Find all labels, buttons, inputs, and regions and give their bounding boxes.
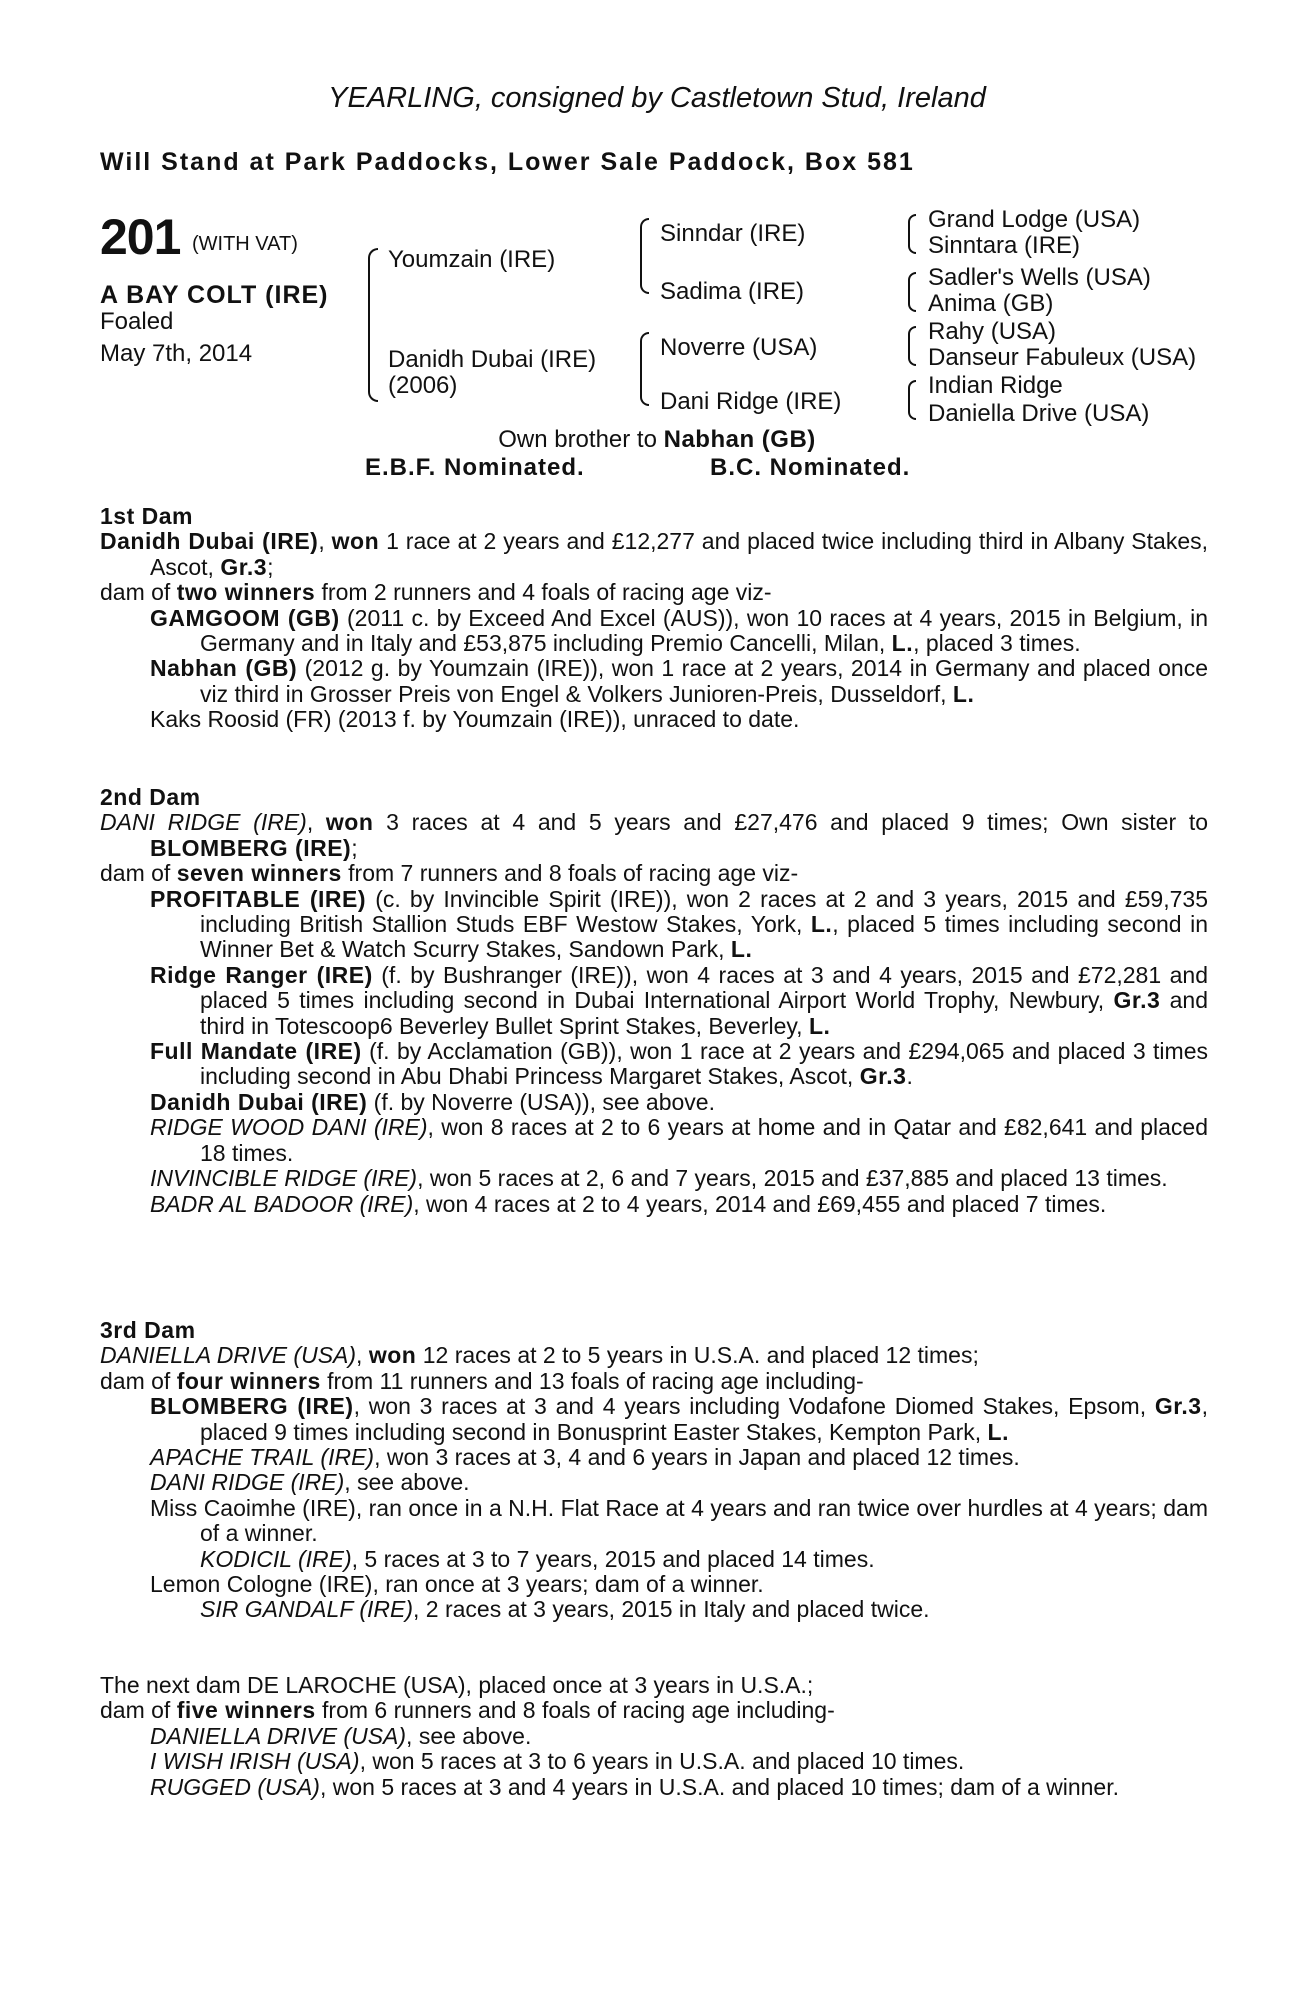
next-dam-produce-summary	[100, 1698, 1208, 1723]
produce-invincible-ridge-text: , won 5 races at 2, 6 and 7 years, 2015 and £37,885 and placed 13 times.	[417, 1165, 1168, 1192]
ebf-nominated: E.B.F. Nominated.	[365, 454, 585, 481]
produce-blomberg-listed: L.	[987, 1418, 1009, 1445]
produce-blomberg-gr3: Gr.3	[1154, 1393, 1202, 1420]
lot-vat: (WITH VAT)	[192, 233, 298, 255]
produce-invincible-ridge	[100, 1166, 1208, 1191]
third-dam-winners-text: from 11 runners and 13 foals of racing age including-	[320, 1367, 864, 1394]
first-dam-won: won	[331, 528, 380, 555]
produce-danidh-dubai-name: Danidh Dubai (IRE)	[150, 1088, 368, 1115]
first-dam-damof: dam of	[100, 579, 177, 606]
g4-3: Sadler's Wells (USA)	[928, 264, 1151, 291]
produce-kodicil-text: , 5 races at 3 to 7 years, 2015 and placed 14 times.	[351, 1545, 875, 1572]
produce-badr-al-badoor	[100, 1192, 1208, 1217]
produce-lemon-cologne: Lemon Cologne (IRE), ran once at 3 years; dam of a winner.	[150, 1571, 764, 1598]
produce-gamgoom-listed: L.	[891, 630, 914, 657]
produce-profitable-mid: , placed 5 times including second in Winner Bet & Watch Scurry Stakes, Sandown Park,	[200, 911, 1208, 963]
produce-profitable	[100, 887, 1208, 963]
produce-ridge-ranger-listed: L.	[808, 1012, 831, 1039]
dam: Danidh Dubai (IRE)	[388, 346, 597, 373]
g4-2: Sinntara (IRE)	[928, 232, 1081, 259]
third-dam-heading: 3rd Dam	[100, 1317, 196, 1343]
produce-danidh-dubai-text: (f. by Noverre (USA)), see above.	[367, 1088, 715, 1115]
third-dam-section	[100, 1318, 1208, 1623]
dam-sire: Noverre (USA)	[660, 334, 818, 361]
next-dam-winners: five winners	[176, 1697, 316, 1724]
own-brother-note	[0, 426, 1314, 454]
produce-nabhan-text: (2012 g. by Youmzain (IRE)), won 1 race at 2 years, 2014 in Germany and placed once viz third in Grosser Preis von Engel & Volkers Junioren-Preis, Dusseldorf,	[200, 655, 1208, 707]
produce-kodicil-name: KODICIL (IRE)	[200, 1545, 352, 1572]
produce-badr-al-badoor-text: , won 4 races at 2 to 4 years, 2014 and £69,455 and placed 7 times.	[413, 1190, 1107, 1217]
produce-dani-ridge	[100, 1470, 1208, 1495]
sire-brace	[640, 218, 649, 294]
produce-i-wish-irish	[100, 1749, 1208, 1774]
third-dam-winners: four winners	[176, 1367, 321, 1394]
second-dam-name: DANI RIDGE (IRE)	[100, 809, 307, 836]
produce-sir-gandalf-name: SIR GANDALF (IRE)	[200, 1596, 413, 1623]
produce-gamgoom-name: GAMGOOM (GB)	[150, 604, 340, 631]
pedigree-brace-main	[368, 248, 378, 402]
produce-ridge-wood-dani	[100, 1115, 1208, 1166]
produce-ridge-ranger-mid: and third in Totescoop6 Beverley Bullet Sprint Stakes, Beverley,	[200, 987, 1208, 1039]
produce-sir-gandalf	[100, 1597, 1208, 1622]
foaled-info	[100, 306, 252, 370]
first-dam-gr3: Gr.3	[220, 553, 268, 580]
produce-gamgoom	[100, 606, 1208, 657]
first-dam-winners-text: from 2 runners and 4 foals of racing age viz-	[315, 579, 772, 606]
produce-gamgoom-text: (2011 c. by Exceed And Excel (AUS)), won 10 races at 4 years, 2015 in Belgium, in Germany and in Italy and £53,875 including Premio Cancelli, Milan,	[200, 604, 1209, 657]
first-dam-name: Danidh Dubai (IRE)	[100, 528, 319, 555]
produce-rugged-name: RUGGED (USA)	[150, 1773, 320, 1800]
produce-nabhan-listed: L.	[952, 680, 975, 707]
produce-full-mandate-gr3: Gr.3	[859, 1063, 907, 1090]
next-dam-section	[100, 1673, 1208, 1800]
second-dam-record: DANI RIDGE (IRE), won 3 races at 4 and 5 years and £27,476 and placed 9 times; Own sister to BLOMBERG (IRE);	[100, 809, 1208, 861]
produce-danidh-dubai	[100, 1090, 1208, 1115]
first-dam-winners: two winners	[176, 579, 316, 606]
produce-daniella-drive-name: DANIELLA DRIVE (USA)	[150, 1722, 407, 1749]
g4-brace-3	[908, 326, 916, 366]
dam-dam: Dani Ridge (IRE)	[660, 388, 842, 415]
g4-brace-2	[908, 272, 916, 312]
produce-rugged	[100, 1775, 1208, 1800]
second-dam-produce-summary	[100, 861, 1208, 886]
stand-location: Will Stand at Park Paddocks, Lower Sale Paddock, Box 581	[100, 148, 915, 176]
produce-i-wish-irish-text: , won 5 races at 3 to 6 years in U.S.A. and placed 10 times.	[359, 1748, 965, 1775]
second-dam-winners: seven winners	[176, 860, 342, 887]
first-dam-section	[100, 504, 1208, 733]
produce-profitable-name: PROFITABLE (IRE)	[150, 885, 367, 912]
second-dam-text: 3 races at 4 and 5 years and £27,476 and placed 9 times; Own sister to	[373, 809, 1208, 836]
own-brother-prefix: Own brother to	[498, 426, 664, 453]
produce-profitable-text: (c. by Invincible Spirit (IRE)), won 2 races at 2 and 3 years, 2015 and £59,735 including British Stallion Studs EBF Westow Stakes, York,	[200, 885, 1208, 938]
g4-8: Daniella Drive (USA)	[928, 400, 1150, 427]
lot-name: A BAY COLT (IRE)	[100, 281, 329, 309]
own-brother-name: Nabhan (GB)	[663, 426, 816, 453]
lot-number: 201	[100, 209, 181, 265]
produce-full-mandate-text: (f. by Acclamation (GB)), won 1 race at 2 years and £294,065 and placed 3 times including second in Abu Dhabi Princess Margaret Stakes, Ascot,	[200, 1038, 1208, 1090]
first-dam-text: 1 race at 2 years and £12,277 and placed twice including third in Albany Stakes, Ascot,	[150, 528, 1208, 580]
third-dam-name: DANIELLA DRIVE (USA)	[100, 1342, 357, 1369]
g4-7: Indian Ridge	[928, 372, 1063, 399]
g4-brace-1	[908, 214, 916, 254]
produce-rugged-text: , won 5 races at 3 and 4 years in U.S.A. and placed 10 times; dam of a winner.	[319, 1773, 1120, 1800]
third-dam-damof: dam of	[100, 1367, 177, 1394]
produce-full-mandate	[100, 1039, 1208, 1090]
produce-kaks-roosid: Kaks Roosid (FR) (2013 f. by Youmzain (IRE)), unraced to date.	[150, 706, 800, 733]
produce-ridge-wood-dani-text: , won 8 races at 2 to 6 years at home and in Qatar and £82,641 and placed 18 times.	[200, 1114, 1208, 1166]
produce-daniella-drive-text: , see above.	[406, 1722, 532, 1749]
produce-ridge-wood-dani-name: RIDGE WOOD DANI (IRE)	[150, 1114, 428, 1141]
produce-blomberg-mid: , placed 9 times including second in Bonusprint Easter Stakes, Kempton Park,	[200, 1393, 1208, 1445]
next-dam-winners-text: from 6 runners and 8 foals of racing age including-	[315, 1697, 835, 1724]
dam-year: (2006)	[388, 372, 458, 399]
produce-profitable-listed-2: L.	[730, 936, 753, 963]
produce-blomberg-name: BLOMBERG (IRE)	[150, 1393, 354, 1420]
third-dam-produce-summary	[100, 1369, 1208, 1394]
second-dam-semi: ;	[351, 834, 358, 861]
produce-apache-trail-name: APACHE TRAIL (IRE)	[150, 1444, 375, 1471]
g4-6: Danseur Fabuleux (USA)	[928, 344, 1197, 371]
produce-apache-trail-text: , won 3 races at 3, 4 and 6 years in Japan and placed 12 times.	[374, 1444, 1020, 1471]
sire: Youmzain (IRE)	[388, 246, 556, 273]
next-dam-record: The next dam DE LAROCHE (USA), placed once at 3 years in U.S.A.;	[100, 1672, 814, 1698]
g4-brace-4	[908, 380, 916, 420]
produce-ridge-ranger	[100, 963, 1208, 1039]
produce-blomberg-text: , won 3 races at 3 and 4 years including Vodafone Diomed Stakes, Epsom,	[353, 1393, 1155, 1420]
produce-dani-ridge-name: DANI RIDGE (IRE)	[150, 1469, 345, 1496]
produce-kodicil	[100, 1547, 1208, 1572]
second-dam-winners-text: from 7 runners and 8 foals of racing age viz-	[341, 860, 799, 887]
produce-apache-trail	[100, 1445, 1208, 1470]
first-dam-semi: ;	[267, 553, 274, 580]
third-dam-won: won	[368, 1342, 417, 1369]
second-dam-heading: 2nd Dam	[100, 784, 201, 810]
bc-nominated: B.C. Nominated.	[710, 454, 911, 481]
produce-badr-al-badoor-name: BADR AL BADOOR (IRE)	[150, 1190, 414, 1217]
produce-dani-ridge-text: , see above.	[344, 1469, 470, 1496]
foaled-date: May 7th, 2014	[100, 340, 253, 367]
produce-full-mandate-name: Full Mandate (IRE)	[150, 1038, 362, 1065]
produce-nabhan-name: Nabhan (GB)	[150, 655, 298, 682]
produce-nabhan	[100, 656, 1208, 707]
produce-daniella-drive	[100, 1724, 1208, 1749]
produce-ridge-ranger-name: Ridge Ranger (IRE)	[150, 961, 373, 988]
produce-ridge-ranger-text: (f. by Bushranger (IRE)), won 4 races at 3 and 4 years, 2015 and £72,281 and placed 5 times including second in Dubai International Airport World Trophy, Newbury,	[200, 961, 1208, 1014]
third-dam-record: DANIELLA DRIVE (USA), won 12 races at 2 to 5 years in U.S.A. and placed 12 times;	[100, 1342, 979, 1369]
third-dam-text: 12 races at 2 to 5 years in U.S.A. and placed 12 times;	[416, 1342, 979, 1369]
second-dam-damof: dam of	[100, 860, 177, 887]
produce-ridge-ranger-gr3: Gr.3	[1113, 987, 1161, 1014]
produce-profitable-listed: L.	[810, 911, 833, 938]
sire-dam: Sadima (IRE)	[660, 278, 805, 305]
second-dam-won: won	[325, 809, 374, 836]
dam-brace	[640, 332, 649, 406]
produce-sir-gandalf-text: , 2 races at 3 years, 2015 in Italy and placed twice.	[413, 1596, 930, 1623]
first-dam-produce-summary	[100, 580, 1208, 605]
produce-gamgoom-end: , placed 3 times.	[913, 630, 1081, 657]
first-dam-record: Danidh Dubai (IRE), won 1 race at 2 years and £12,277 and placed twice including third in Albany Stakes, Ascot, Gr.3;	[100, 528, 1208, 580]
sire-sire: Sinndar (IRE)	[660, 220, 806, 247]
produce-blomberg	[100, 1394, 1208, 1445]
second-dam-section	[100, 785, 1208, 1217]
produce-full-mandate-end: .	[906, 1063, 913, 1090]
second-dam-sister: BLOMBERG (IRE)	[150, 834, 352, 861]
g4-5: Rahy (USA)	[928, 318, 1057, 345]
next-dam-damof: dam of	[100, 1697, 177, 1724]
foaled-label: Foaled	[100, 308, 174, 335]
g4-1: Grand Lodge (USA)	[928, 206, 1141, 233]
g4-4: Anima (GB)	[928, 290, 1054, 317]
first-dam-heading: 1st Dam	[100, 503, 193, 529]
produce-invincible-ridge-name: INVINCIBLE RIDGE (IRE)	[150, 1165, 418, 1192]
produce-miss-caoimhe: Miss Caoimhe (IRE), ran once in a N.H. Flat Race at 4 years and ran twice over hurdles at 4 years; dam of a winner.	[150, 1494, 1208, 1547]
catalogue-header: YEARLING, consigned by Castletown Stud, Ireland	[328, 82, 986, 114]
produce-i-wish-irish-name: I WISH IRISH (USA)	[150, 1748, 360, 1775]
